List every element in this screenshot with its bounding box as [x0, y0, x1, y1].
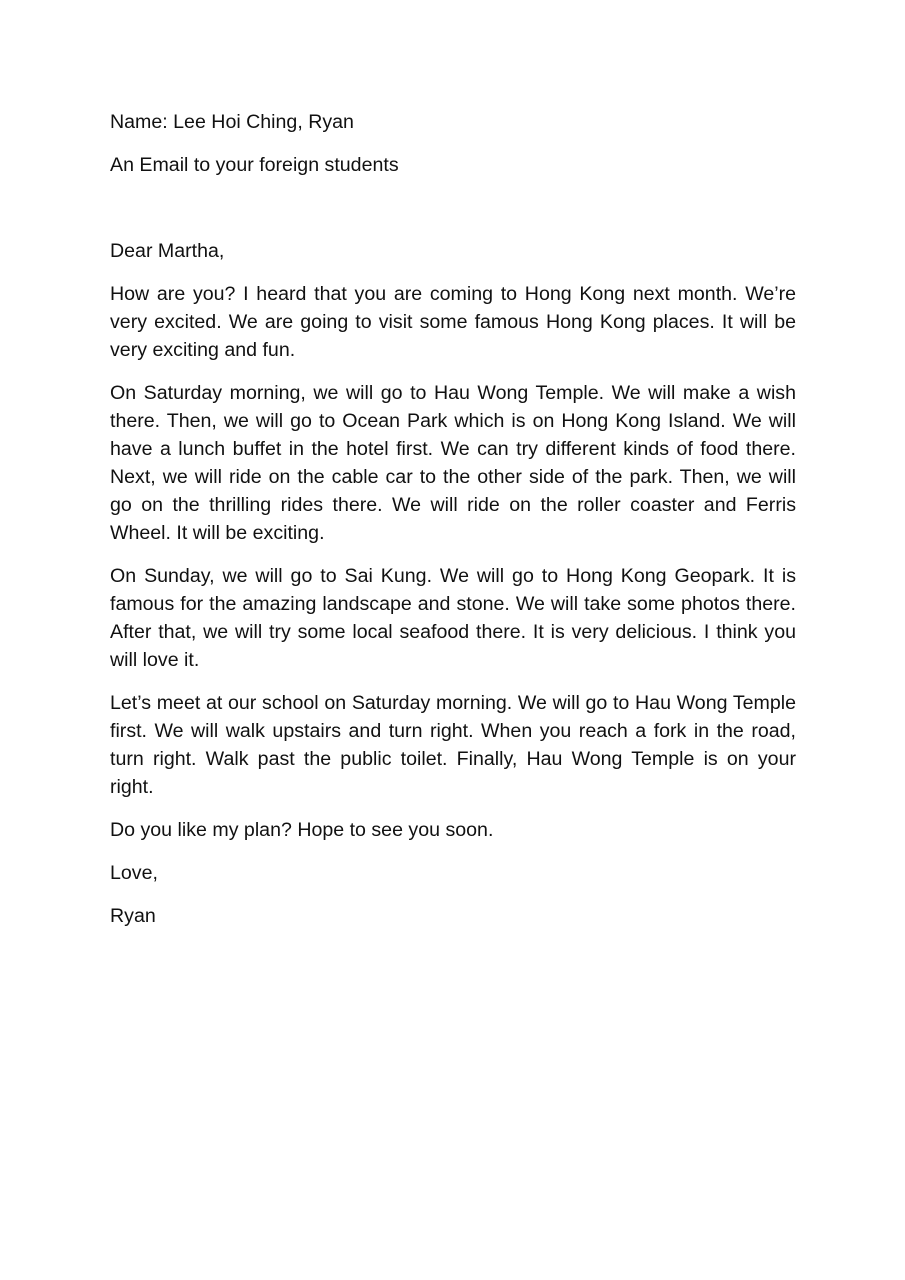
email-subject-title: An Email to your foreign students: [110, 154, 399, 176]
letter-closing: Love,: [110, 862, 158, 884]
letter-paragraph-saturday: On Saturday morning, we will go to Hau Wong Temple. We will make a wish there. Then, we will go to Ocean Park which is on Hong Kong Island. We will have a lunch buffet in the hotel first. We can try different kinds of food there. Next, we will ride on the cable car to the other side of the park. Then, we will go on the thrilling rides there. We will ride on the roller coaster and Ferris Wheel. It will be exciting.: [110, 382, 796, 544]
letter-paragraph-directions: Let’s meet at our school on Saturday morning. We will go to Hau Wong Temple first. We will walk upstairs and turn right. When you reach a fork in the road, turn right. Walk past the public toilet. Finally, Hau Wong Temple is on your right.: [110, 692, 796, 798]
letter-paragraph-sunday: On Sunday, we will go to Sai Kung. We will go to Hong Kong Geopark. It is famous for the amazing landscape and stone. We will take some photos there. After that, we will try some local seafood there. It is very delicious. I think you will love it.: [110, 565, 796, 671]
letter-paragraph-intro: How are you? I heard that you are coming to Hong Kong next month. We’re very excited. We are going to visit some famous Hong Kong places. It will be very exciting and fun.: [110, 283, 796, 361]
letter-signature: Ryan: [110, 905, 156, 927]
letter-content: [110, 108, 796, 945]
letter-paragraph-ending: Do you like my plan? Hope to see you soon.: [110, 819, 494, 841]
student-name-line: Name: Lee Hoi Ching, Ryan: [110, 111, 354, 133]
letter-greeting: Dear Martha,: [110, 240, 225, 262]
